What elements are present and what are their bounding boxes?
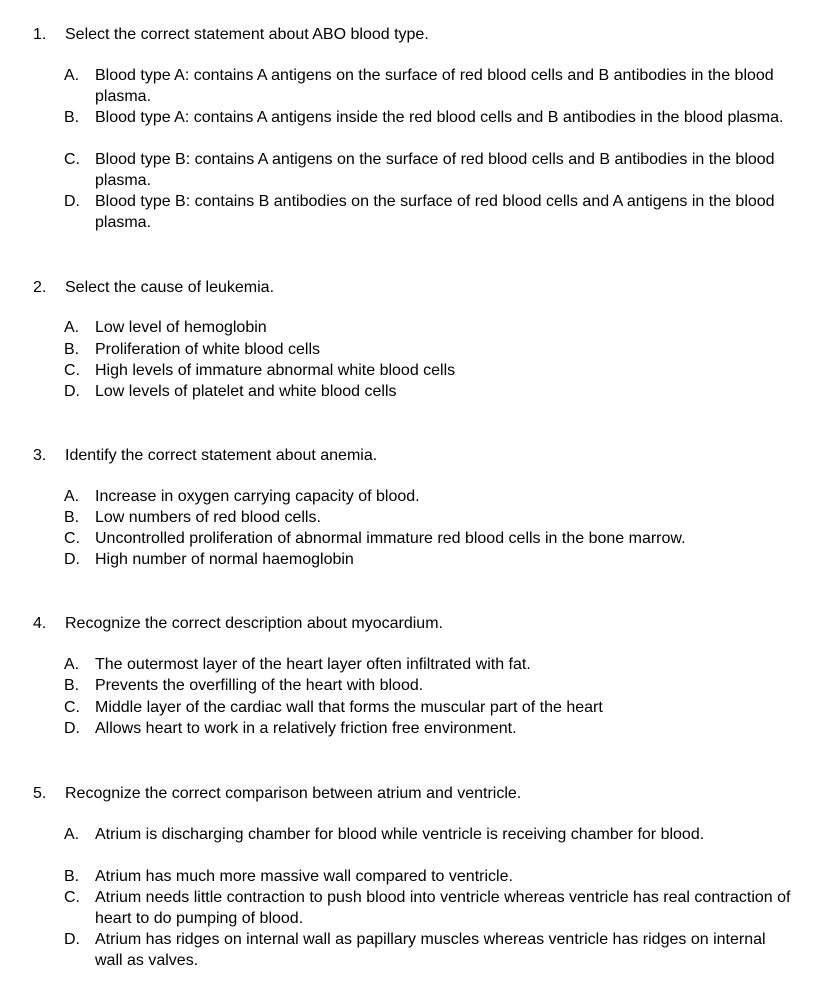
option-letter: C. bbox=[64, 889, 80, 906]
option-text: Middle layer of the cardiac wall that forms the muscular part of the heart bbox=[95, 699, 603, 716]
option-text: Atrium has ridges on internal wall as papillary muscles whereas ventricle has ridges on internal wall as valves. bbox=[95, 931, 766, 969]
option-text: Prevents the overfilling of the heart with blood. bbox=[95, 677, 424, 694]
option-text: Allows heart to work in a relatively friction free environment. bbox=[95, 720, 517, 737]
option-letter: D. bbox=[64, 551, 80, 568]
question-number: 2. bbox=[33, 279, 47, 296]
option-text: High number of normal haemoglobin bbox=[95, 551, 354, 568]
option-text: Atrium is discharging chamber for blood while ventricle is receiving chamber for blood. bbox=[95, 826, 705, 843]
question-text: Select the cause of leukemia. bbox=[65, 279, 275, 296]
option-text: Atrium has much more massive wall compared to ventricle. bbox=[95, 868, 513, 885]
option-letter: C. bbox=[64, 362, 80, 379]
option-letter: B. bbox=[64, 341, 80, 358]
option-letter: A. bbox=[64, 826, 80, 843]
question-number: 3. bbox=[33, 447, 47, 464]
option-letter: A. bbox=[64, 67, 80, 84]
question-text: Identify the correct statement about anemia. bbox=[65, 447, 378, 464]
option-text: Blood type A: contains A antigens on the surface of red blood cells and B antibodies in the blood plasma. bbox=[95, 67, 774, 105]
option-letter: C. bbox=[64, 699, 80, 716]
option-letter: B. bbox=[64, 109, 80, 126]
option-letter: D. bbox=[64, 720, 80, 737]
option-text: Uncontrolled proliferation of abnormal immature red blood cells in the bone marrow. bbox=[95, 530, 686, 547]
option-letter: D. bbox=[64, 931, 80, 948]
option-text: Blood type A: contains A antigens inside the red blood cells and B antibodies in the blood plasma. bbox=[95, 109, 784, 126]
question-number: 5. bbox=[33, 785, 47, 802]
option-letter: D. bbox=[64, 193, 80, 210]
option-text: Blood type B: contains A antigens on the surface of red blood cells and B antibodies in the blood plasma. bbox=[95, 151, 775, 189]
question-text: Select the correct statement about ABO blood type. bbox=[65, 26, 429, 43]
question-number: 4. bbox=[33, 615, 47, 632]
option-letter: B. bbox=[64, 677, 80, 694]
option-text: The outermost layer of the heart layer often infiltrated with fat. bbox=[95, 656, 531, 673]
option-letter: B. bbox=[64, 868, 80, 885]
option-text: Low level of hemoglobin bbox=[95, 319, 267, 336]
option-letter: B. bbox=[64, 509, 80, 526]
option-letter: C. bbox=[64, 151, 80, 168]
option-text: High levels of immature abnormal white blood cells bbox=[95, 362, 456, 379]
question-number: 1. bbox=[33, 26, 47, 43]
question-text: Recognize the correct description about myocardium. bbox=[65, 615, 443, 632]
option-text: Increase in oxygen carrying capacity of blood. bbox=[95, 488, 420, 505]
option-letter: A. bbox=[64, 319, 80, 336]
option-letter: D. bbox=[64, 383, 80, 400]
option-letter: A. bbox=[64, 488, 80, 505]
option-text: Low numbers of red blood cells. bbox=[95, 509, 321, 526]
option-text: Proliferation of white blood cells bbox=[95, 341, 321, 358]
option-text: Low levels of platelet and white blood cells bbox=[95, 383, 397, 400]
question-text: Recognize the correct comparison between atrium and ventricle. bbox=[65, 785, 522, 802]
option-text: Atrium needs little contraction to push blood into ventricle whereas ventricle has real contraction of heart to do pumping of blood. bbox=[95, 889, 791, 927]
option-letter: A. bbox=[64, 656, 80, 673]
option-text: Blood type B: contains B antibodies on the surface of red blood cells and A antigens in the blood plasma. bbox=[95, 193, 775, 231]
option-letter: C. bbox=[64, 530, 80, 547]
